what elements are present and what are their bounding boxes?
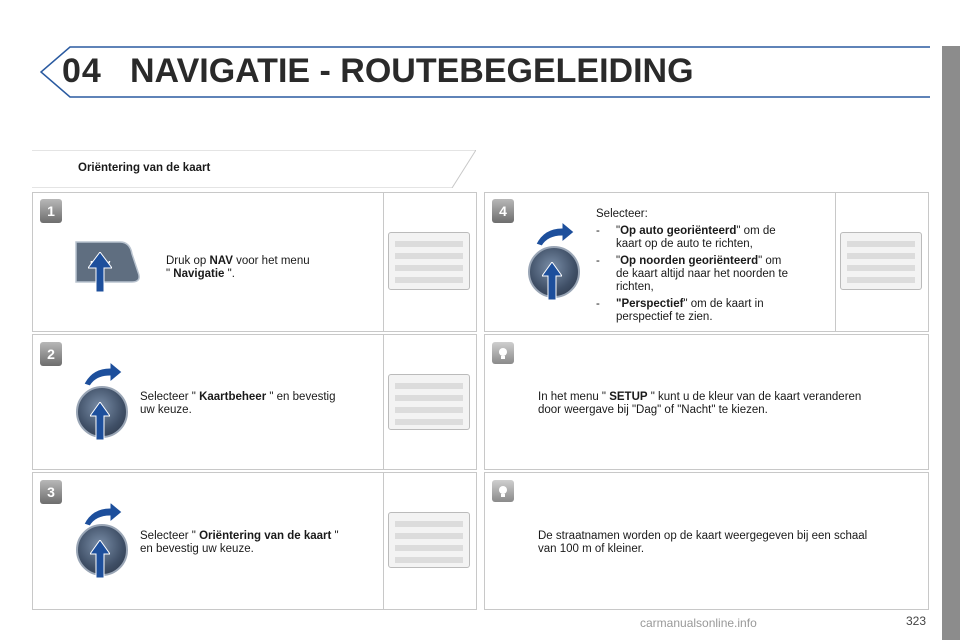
rotate-arrow-icon <box>82 502 122 526</box>
step-2-badge: 2 <box>40 342 62 366</box>
step-3-badge: 3 <box>40 480 62 504</box>
page-number: 323 <box>905 614 926 628</box>
chapter-number: 04 <box>62 52 102 90</box>
tip-1-text: In het menu " SETUP " kunt u de kleur van de kaart veranderen door weergave bij "Dag" of "Nacht" te kiezen. <box>538 391 862 416</box>
press-arrow-icon <box>88 252 112 292</box>
step-4-badge: 4 <box>492 199 514 223</box>
press-arrow-icon <box>90 402 110 440</box>
press-arrow-icon <box>542 262 562 300</box>
radio-unit-image <box>388 374 470 430</box>
lightbulb-icon <box>492 480 514 502</box>
watermark: carmanualsonline.info <box>640 616 757 630</box>
rotate-arrow-icon <box>534 222 574 246</box>
step-4-text: Selecteer: - "Op auto georiënteerd" om de kaart op de auto te richten, - "Op noorden georiënteerd" om de kaart altijd naar het noorden te richten, - "Perspectief" om de kaart in perspectief te zien. <box>596 208 788 323</box>
step-3-text: Selecteer " Oriëntering van de kaart " en bevestig uw keuze. <box>140 530 339 555</box>
tip-2-text: De straatnamen worden op de kaart weergegeven bij een schaal van 100 m of kleiner. <box>538 530 868 555</box>
radio-unit-image <box>388 512 470 568</box>
radio-unit-image <box>388 232 470 290</box>
step-2-text: Selecteer " Kaartbeheer " en bevestig uw keuze. <box>140 391 336 416</box>
sidebar-tab <box>942 46 960 640</box>
press-arrow-icon <box>90 540 110 578</box>
step-1-badge: 1 <box>40 199 62 223</box>
rotate-arrow-icon <box>82 362 122 386</box>
page-title: NAVIGATIE - ROUTEBEGELEIDING <box>130 52 694 90</box>
step-1-text: Druk op NAV voor het menu " Navigatie ". <box>166 255 310 280</box>
lightbulb-icon <box>492 342 514 364</box>
radio-unit-image <box>840 232 922 290</box>
section-title: Oriëntering van de kaart <box>78 162 211 174</box>
